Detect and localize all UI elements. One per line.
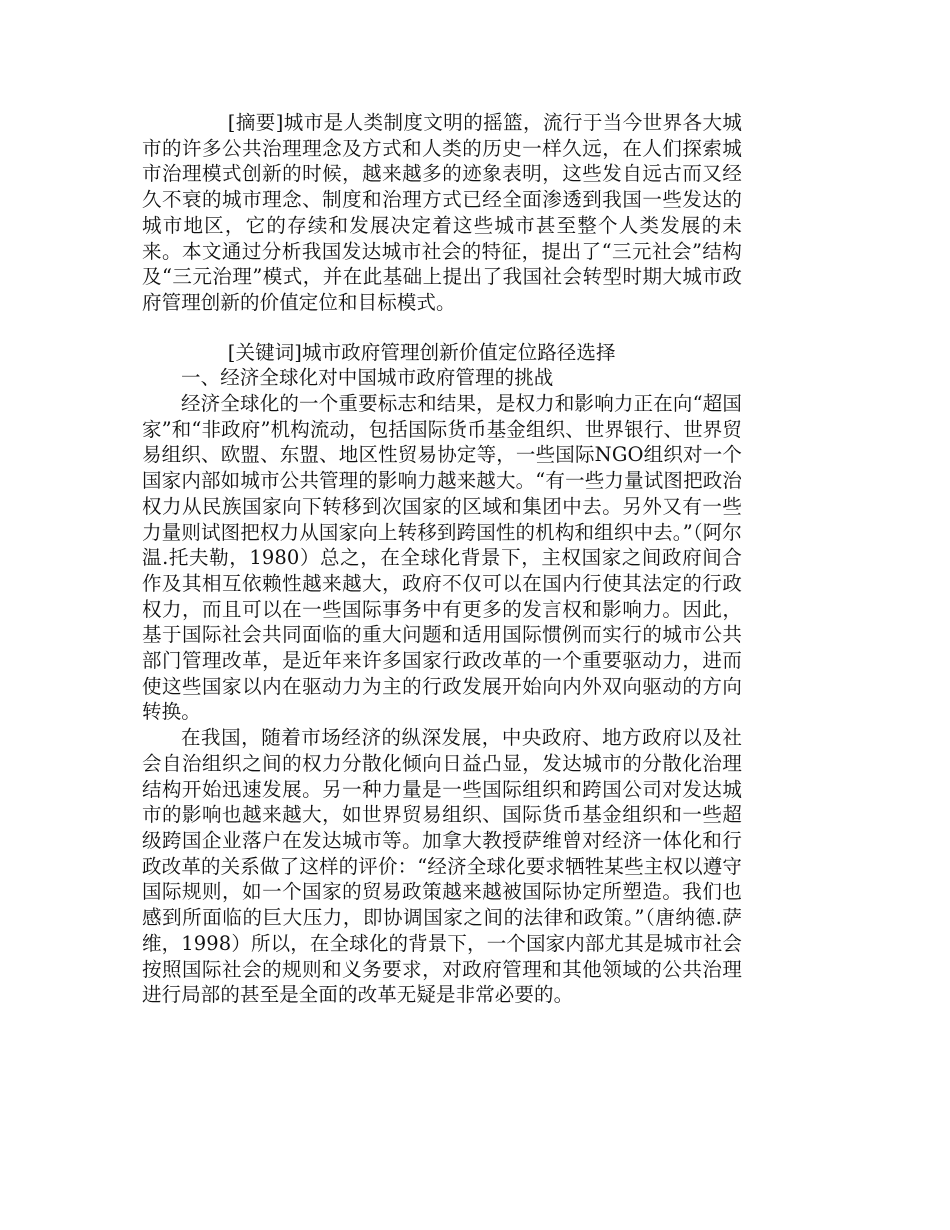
body-paragraph-1: 经济全球化的一个重要标志和结果，是权力和影响力正在向“超国家”和“非政府”机构流动，包括国际货币基金组织、世界银行、世界贸易组织、欧盟、东盟、地区性贸易协定等，一些国际NGO组织对一个国家内部如城市公共管理的影响力越来越大。“有一些力量试图把政治权力从民族国家向下转移到次国家的区域和集团中去。另外又有一些力量则试图把权力从国家向上转移到跨国性的机构和组织中去。”（阿尔温.托夫勒，1980）总之，在全球化背景下，主权国家之间政府间合作及其相互依赖性越来越大，政府不仅可以在国内行使其法定的行政权力，而且可以在一些国际事务中有更多的发言权和影响力。因此，基于国际社会共同面临的重大问题和适用国际惯例而实行的城市公共部门管理改革，是近年来许多国家行政改革的一个重要驱动力，进而使这些国家以内在驱动力为主的行政发展开始向内外双向驱动的方向转换。 <box>142 392 742 724</box>
keywords-line: [关键词]城市政府管理创新价值定位路径选择 <box>227 340 616 364</box>
section-heading: 一、经济全球化对中国城市政府管理的挑战 <box>181 366 554 390</box>
abstract-paragraph: [摘要]城市是人类制度文明的摇篮，流行于当今世界各大城市的许多公共治理理念及方式和人类的历史一样久远，在人们探索城市治理模式创新的时候，越来越多的迹象表明，这些发自远古而又经久不衰的城市理念、制度和治理方式已经全面渗透到我国一些发达的城市地区，它的存续和发展决定着这些城市甚至整个人类发展的未来。本文通过分析我国发达城市社会的特征，提出了“三元社会”结构及“三元治理”模式，并在此基础上提出了我国社会转型时期大城市政府管理创新的价值定位和目标模式。 <box>142 111 742 314</box>
document-page <box>142 110 742 1008</box>
body-paragraph-2: 在我国，随着市场经济的纵深发展，中央政府、地方政府以及社会自治组织之间的权力分散化倾向日益凸显，发达城市的分散化治理结构开始迅速发展。另一种力量是一些国际组织和跨国公司对发达城市的影响也越来越大，如世界贸易组织、国际货币基金组织和一些超级跨国企业落户在发达城市等。加拿大教授萨维曾对经济一体化和行政改革的关系做了这样的评价：“经济全球化要求牺牲某些主权以遵守国际规则，如一个国家的贸易政策越来越被国际协定所塑造。我们也感到所面临的巨大压力，即协调国家之间的法律和政策。”（唐纳德.萨维，1998）所以，在全球化的背景下，一个国家内部尤其是城市社会按照国际社会的规则和义务要求，对政府管理和其他领域的公共治理进行局部的甚至是全面的改革无疑是非常必要的。 <box>142 726 742 1007</box>
